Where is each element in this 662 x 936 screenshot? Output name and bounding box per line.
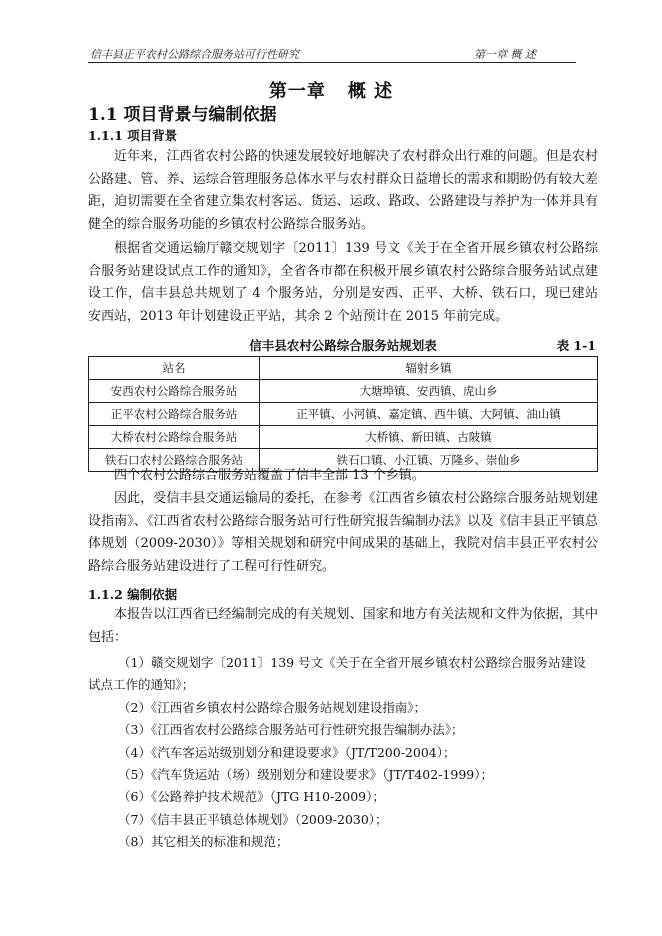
paragraph-coverage: 四个农村公路综合服务站覆盖了信丰全部 13 个乡镇。 — [114, 468, 425, 483]
table-title: 信丰县农村公路综合服务站规划表 — [249, 338, 437, 353]
paragraph-commission: 因此，受信丰县交通运输局的委托，在参考《江西省乡镇农村公路综合服务站规划建设指南》、《江西省农村公路综合服务站可行性研究报告编制办法》以及《信丰县正平镇总体规划（2009-2030）》等相关规划和研究中间成果的基础上，我院对信丰县正平农村公路综合服务站建设进行了工程可行性研究。 — [88, 491, 598, 574]
table-number: 表 1-1 — [556, 338, 596, 353]
table-header-towns: 辐射乡镇 — [260, 357, 598, 380]
table-header-station: 站名 — [89, 357, 260, 380]
table-cell-station: 安西农村公路综合服务站 — [89, 380, 260, 403]
paragraph-basis-intro: 本报告以江西省已经编制完成的有关规划、国家和地方有关法规和文件为依据，其中包括： — [88, 607, 598, 645]
section-heading: 1.1 项目背景与编制依据 — [88, 105, 277, 125]
chapter-number: 第一章 — [268, 81, 326, 102]
page-header — [88, 44, 576, 63]
table-cell-towns: 大桥镇、新田镇、古陂镇 — [260, 426, 598, 449]
table-cell-towns: 大塘埠镇、安西镇、虎山乡 — [260, 380, 598, 403]
reference-item: （7）《信丰县正平镇总体规划》（2009-2030）； — [118, 811, 388, 827]
subsection-heading-basis: 1.1.2 编制依据 — [88, 587, 178, 602]
header-right-title: 第一章 概 述 — [474, 48, 536, 61]
table-cell-towns: 铁石口镇、小江镇、万隆乡、崇仙乡 — [260, 449, 598, 472]
reference-item: （4）《汽车客运站级别划分和建设要求》（JT/T200-2004）； — [118, 744, 456, 760]
reference-list — [88, 652, 598, 854]
reference-item: （8）其它相关的标准和规范； — [118, 834, 289, 850]
table-caption — [88, 336, 598, 354]
table-cell-station: 大桥农村公路综合服务站 — [89, 426, 260, 449]
reference-item: （3）《江西省农村公路综合服务站可行性研究报告编制办法》； — [118, 722, 464, 738]
service-station-plan-table — [88, 356, 598, 472]
reference-item: （5）《汽车货运站（场）级别划分和建设要求》（JT/T402-1999）； — [118, 767, 493, 783]
paragraph-background-2: 根据省交通运输厅赣交规划字〔2011〕139 号文《关于在全省开展乡镇农村公路综合服务站建设试点工作的通知》，全省各市都在积极开展乡镇农村公路综合服务站试点建设工作，信丰县总共规划了 4 个服务站，分别是安西、正平、大桥、铁石口，现已建站安西站，2013 年计划建设正平站，其余 2 个站预计在 2015 年前完成。 — [88, 241, 598, 324]
table-row — [89, 403, 598, 426]
header-left-title: 信丰县正平农村公路综合服务站可行性研究 — [90, 48, 299, 61]
chapter-name: 概 述 — [347, 81, 394, 102]
subsection-heading-background: 1.1.1 项目背景 — [88, 128, 178, 143]
reference-item: （2）《江西省乡镇农村公路综合服务站规划建设指南》； — [118, 699, 426, 715]
reference-item: （1）赣交规划字〔2011〕139 号文《关于在全省开展乡镇农村公路综合服务站建设试点工作的通知》； — [88, 655, 586, 693]
reference-item: （6）《公路养护技术规范》（JTG H10-2009）； — [118, 789, 385, 805]
table-row — [89, 426, 598, 449]
table-row — [89, 380, 598, 403]
paragraph-background-1: 近年来，江西省农村公路的快速发展较好地解决了农村群众出行难的问题。但是农村公路建、管、养、运综合管理服务总体水平与农村群众日益增长的需求和期盼仍有较大差距，迫切需要在全省建立集农村客运、货运、运政、路政、公路建设与养护为一体并具有健全的综合服务功能的乡镇农村公路综合服务站。 — [88, 149, 598, 232]
table-cell-station: 正平农村公路综合服务站 — [89, 403, 260, 426]
table-cell-station: 铁石口农村公路综合服务站 — [89, 449, 260, 472]
table-header-row — [89, 357, 598, 380]
table-cell-towns: 正平镇、小河镇、嘉定镇、西牛镇、大阿镇、油山镇 — [260, 403, 598, 426]
